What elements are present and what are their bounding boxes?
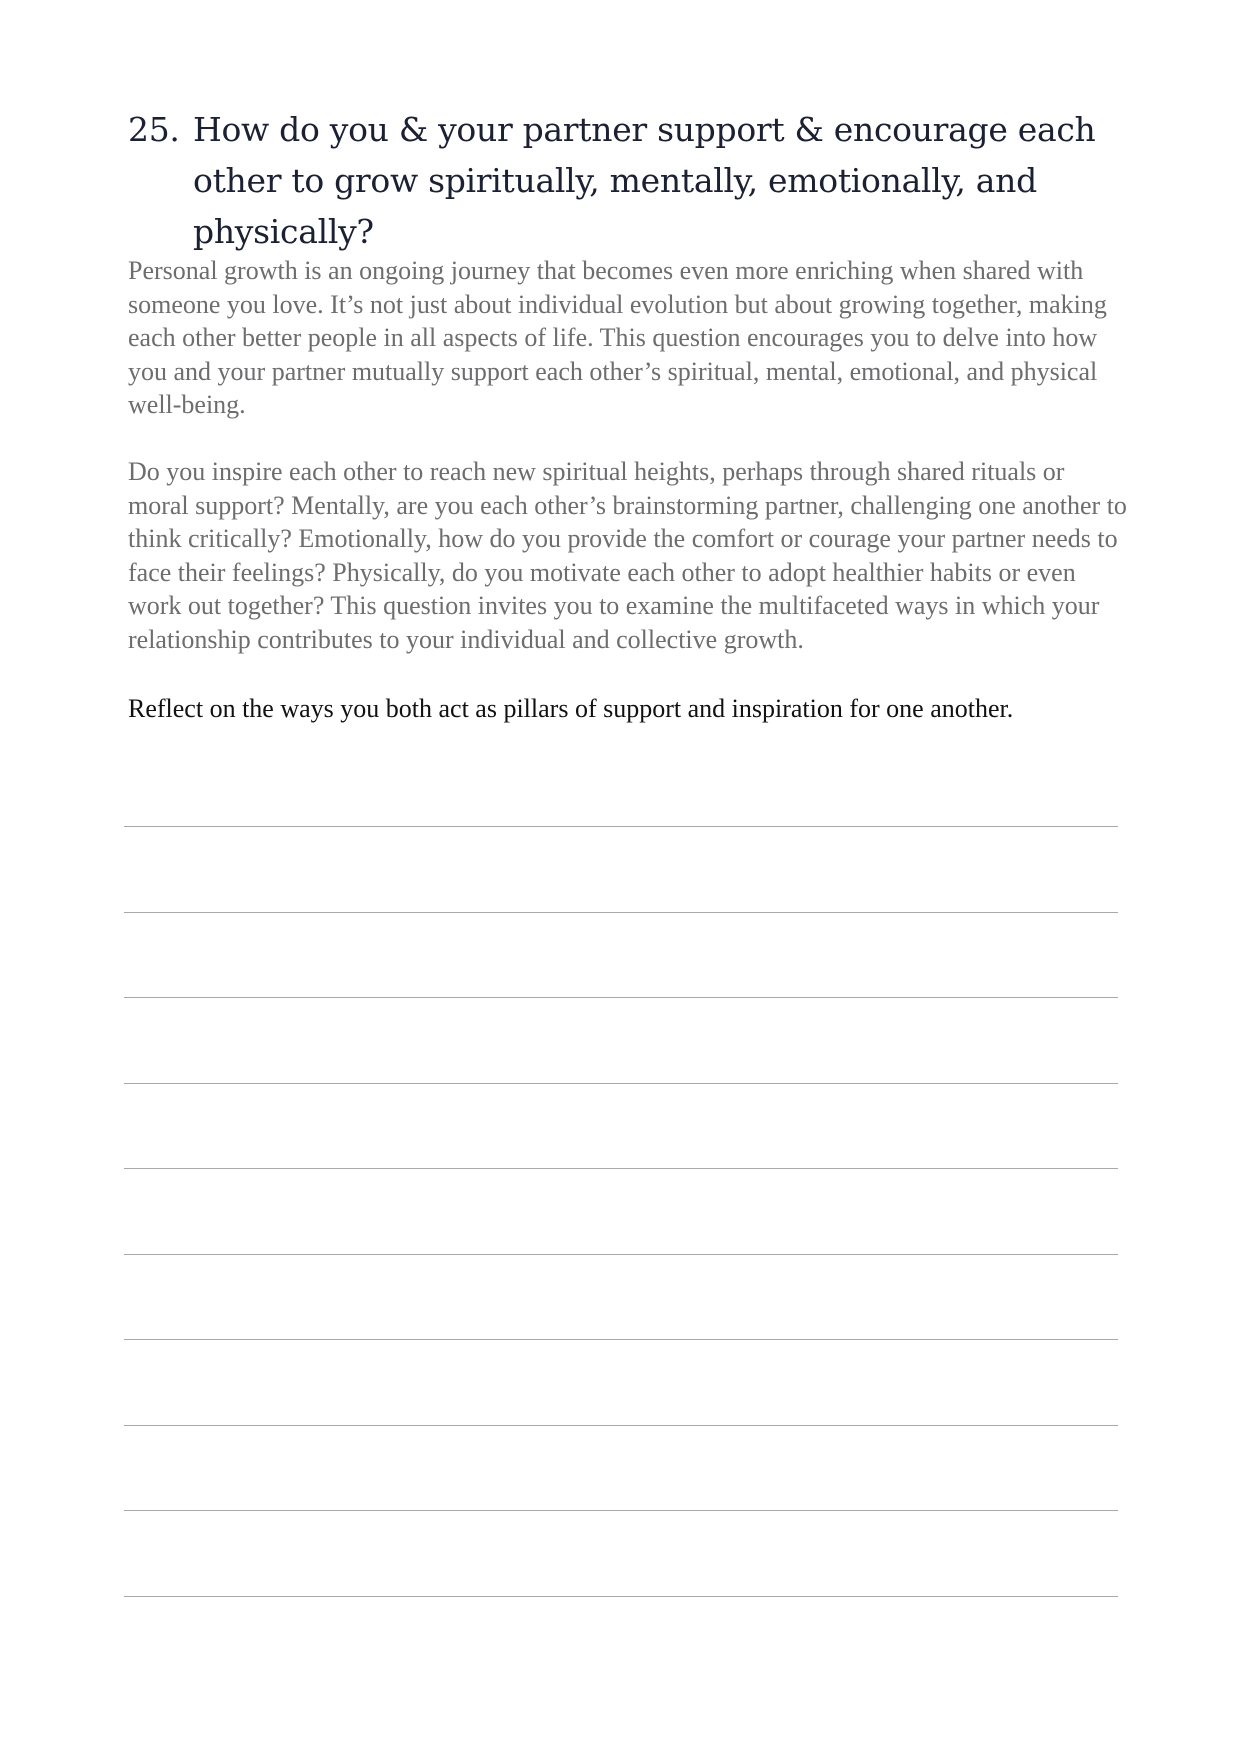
- writing-line[interactable]: [124, 826, 1118, 827]
- intro-paragraph: Personal growth is an ongoing journey that becomes even more enriching when shared with someone you love. It’s not just about individual evolution but about growing together, making each other better people in all aspects of life. This question encourages you to delve into how you and your partner mutually support each other’s spiritual, mental, emotional, and physical well-being.: [128, 256, 1107, 420]
- writing-line[interactable]: [124, 1425, 1118, 1426]
- detail-paragraph: Do you inspire each other to reach new spiritual heights, perhaps through shared rituals or moral support? Mentally, are you each other’s brainstorming partner, challenging one another to think critically? Emotionally, how do you provide the comfort or courage your partner needs to face their feelings? Physically, do you motivate each other to adopt healthier habits or even work out together? This question invites you to examine the multifaceted ways in which your relationship contributes to your individual and collective growth.: [128, 457, 1127, 654]
- writing-line[interactable]: [124, 1510, 1118, 1511]
- writing-line[interactable]: [124, 997, 1118, 998]
- writing-line[interactable]: [124, 1596, 1118, 1597]
- writing-line[interactable]: [124, 912, 1118, 913]
- question-number: 25.: [128, 110, 180, 149]
- question-heading: [128, 104, 1138, 257]
- writing-line[interactable]: [124, 1168, 1118, 1169]
- question-text: How do you & your partner support & encourage each other to grow spiritually, mentally, emotionally, and physically?: [193, 110, 1096, 251]
- writing-area: [124, 826, 1118, 1681]
- writing-line[interactable]: [124, 1339, 1118, 1340]
- reflection-prompt: Reflect on the ways you both act as pillars of support and inspiration for one another.: [128, 694, 1014, 723]
- writing-line[interactable]: [124, 1254, 1118, 1255]
- writing-line[interactable]: [124, 1083, 1118, 1084]
